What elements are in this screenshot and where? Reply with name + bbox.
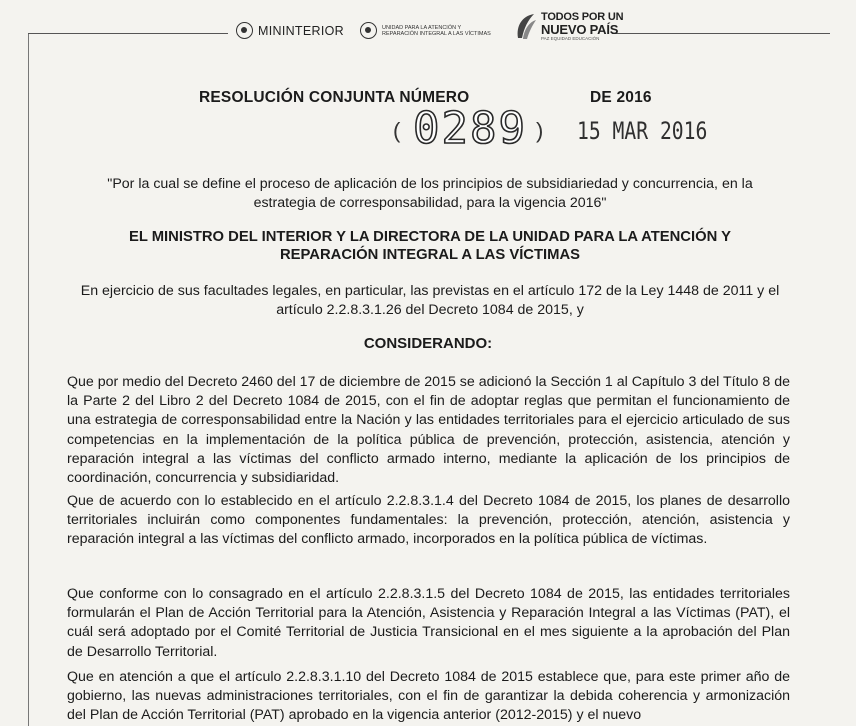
resolution-number-stamp: 0289 xyxy=(413,103,527,154)
victimas-logo-text: UNIDAD PARA LA ATENCIÓN Y REPARACIÓN INTEGRAL A LAS VÍCTIMAS xyxy=(382,24,491,37)
nuevo-pais-line3: PAZ EQUIDAD EDUCACIÓN xyxy=(541,36,600,41)
considerando-heading: CONSIDERANDO: xyxy=(363,335,493,352)
resolution-year: DE 2016 xyxy=(590,89,652,106)
nuevo-pais-line2: NUEVO PAÍS xyxy=(541,22,619,37)
colombia-seal-icon xyxy=(236,22,253,39)
nuevo-pais-line1: TODOS POR UN xyxy=(541,11,624,23)
considerando-paragraph-1: Que por medio del Decreto 2460 del 17 de diciembre de 2015 se adicionó la Sección 1 al Capítulo 3 del Título 8 de la Parte 2 del Libro 2 del Decreto 1084 de 2015, con el fin de adoptar reglas que permitan el funcionamiento de una estrategia de corresponsabilidad entre la Nación y las entidades territoriales para el ejercicio articulado de sus competencias en la implementación de la política pública de prevención, protección, asistencia, atención y reparación integral a las víctimas del conflicto armado interno, mediante la aplicación de los principios de coordinación, concurrencia y subsidiaridad. xyxy=(67,374,790,487)
authorities-heading: EL MINISTRO DEL INTERIOR Y LA DIRECTORA DE LA UNIDAD PARA LA ATENCIÓN Y REPARACIÓN INTEGRAL A LAS VÍCTIMAS xyxy=(128,229,732,263)
legal-basis: En ejercicio de sus facultades legales, en particular, las previstas en el artículo 172 de la Ley 1448 de 2011 y el artículo 2.2.8.3.1.26 del Decreto 1084 de 2015, y xyxy=(80,283,780,318)
victimas-seal-icon xyxy=(360,22,377,39)
number-paren-open: ( xyxy=(393,118,401,143)
considerando-paragraph-3: Que conforme con lo consagrado en el artículo 2.2.8.3.1.5 del Decreto 1084 de 2015, las entidades territoriales formularán el Plan de Acción Territorial para la Atención, Asistencia y Reparación Integral a las Víctimas (PAT), el cuál será adoptado por el Comité Territorial de Justicia Transicional en el mes siguiente a la aprobación del Plan de Desarrollo Territorial. xyxy=(67,586,790,660)
victimas-unit-logo xyxy=(360,22,497,39)
epigraph: "Por la cual se define el proceso de aplicación de los principios de subsidiariedad y concurrencia, en la estrategia de corresponsabilidad, para la vigencia 2016" xyxy=(107,176,753,211)
considerando-paragraph-4: Que en atención a que el artículo 2.2.8.3.1.10 del Decreto 1084 de 2015 establece que, para este primer año de gobierno, las nuevas administraciones territoriales, con el fin de garantizar la debida coherencia y armonización del Plan de Acción Territorial (PAT) aprobado en la vigencia anterior (2012-2015) y el nuevo xyxy=(67,669,790,724)
considerando-paragraph-2: Que de acuerdo con lo establecido en el artículo 2.2.8.3.1.4 del Decreto 1084 de 2015, los planes de desarrollo territoriales incluirán como componentes fundamentales: la prevención, protección, atención, asistencia y reparación integral a las víctimas del conflicto armado, incorporados en la política pública de víctimas. xyxy=(67,493,790,548)
resolution-title: RESOLUCIÓN CONJUNTA NÚMERO xyxy=(199,89,470,106)
header-rule-left xyxy=(28,33,228,34)
mininterior-logo-text: MININTERIOR xyxy=(258,23,344,38)
header-rule-right xyxy=(612,33,830,34)
resolution-date-stamp: 15 MAR 2016 xyxy=(577,117,708,145)
number-paren-close: ) xyxy=(536,118,544,143)
left-margin-line xyxy=(28,33,29,726)
nuevo-pais-logo xyxy=(514,12,623,42)
nuevo-pais-leaf-icon xyxy=(514,12,538,42)
mininterior-logo xyxy=(236,22,344,39)
